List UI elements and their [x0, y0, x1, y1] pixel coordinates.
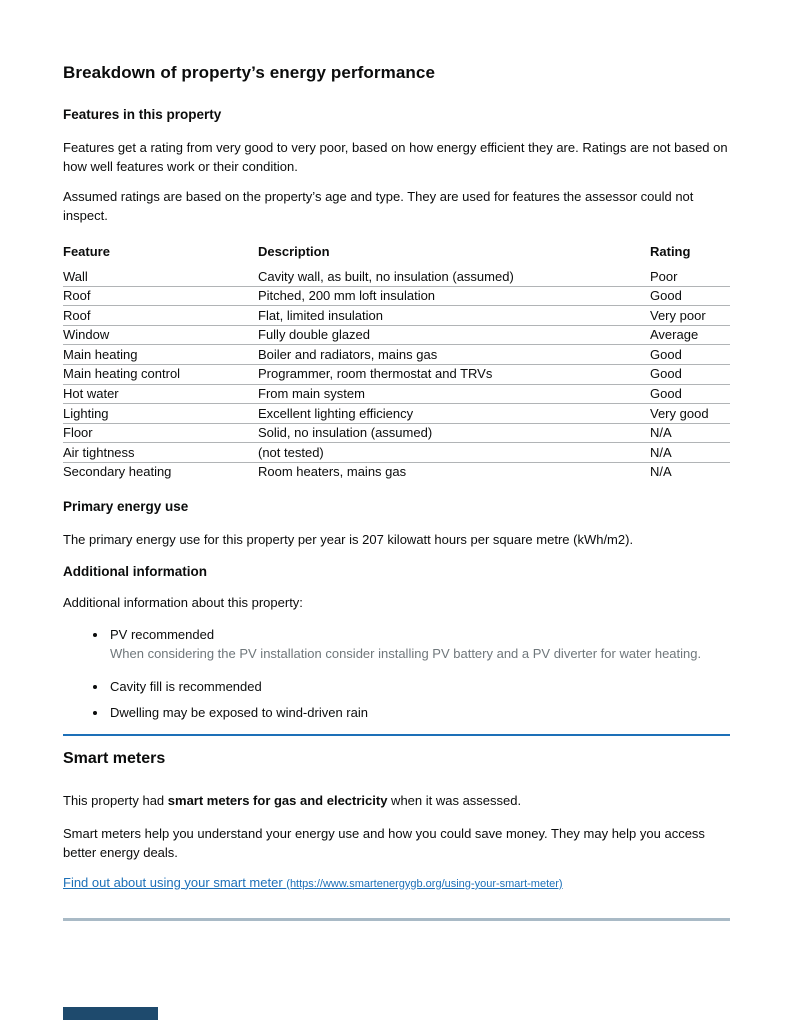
- rating-cell: Good: [650, 384, 730, 404]
- description-cell: Boiler and radiators, mains gas: [258, 345, 650, 365]
- section-divider-blue: [63, 734, 730, 736]
- description-cell: (not tested): [258, 443, 650, 463]
- features-table: [63, 243, 730, 482]
- description-cell: Cavity wall, as built, no insulation (assumed): [258, 267, 650, 286]
- table-row: [63, 462, 730, 481]
- description-cell: Programmer, room thermostat and TRVs: [258, 364, 650, 384]
- table-row: [63, 345, 730, 365]
- column-header-feature: Feature: [63, 244, 110, 259]
- smart-meters-bold-text: smart meters for gas and electricity: [167, 792, 388, 808]
- feature-cell: Hot water: [63, 384, 258, 404]
- rating-cell: N/A: [650, 464, 672, 480]
- bullet-text: Cavity fill is recommended: [110, 678, 262, 694]
- rating-cell: Very good: [650, 404, 730, 424]
- next-page-partial-bar: [63, 1007, 158, 1020]
- primary-energy-heading: Primary energy use: [63, 498, 189, 514]
- table-header-row: [63, 243, 730, 267]
- table-row: [63, 364, 730, 384]
- feature-cell: Roof: [63, 306, 258, 326]
- feature-cell: Window: [63, 325, 258, 345]
- feature-cell: Main heating control: [63, 364, 258, 384]
- description-cell: Room heaters, mains gas: [258, 464, 407, 480]
- rating-cell: Good: [650, 345, 730, 365]
- features-section-heading: Features in this property: [63, 107, 222, 122]
- feature-cell: Secondary heating: [63, 464, 172, 480]
- table-row: [63, 267, 730, 286]
- features-intro-paragraph-2: Assumed ratings are based on the property’s age and type. They are used for features the assessor could not inspect.: [63, 189, 694, 223]
- smart-meter-link-label: Find out about using your smart meter: [63, 874, 287, 890]
- primary-energy-paragraph: The primary energy use for this property per year is 207 kilowatt hours per square metre (kWh/m2).: [63, 531, 634, 547]
- table-row: [63, 286, 730, 306]
- table-row: [63, 306, 730, 326]
- smart-meters-text-prefix: This property had: [63, 792, 168, 808]
- description-cell: From main system: [258, 384, 650, 404]
- list-item: [108, 703, 730, 722]
- smart-meters-text-suffix: when it was assessed.: [387, 792, 522, 808]
- table-row: [63, 384, 730, 404]
- page-title: Breakdown of property’s energy performance: [63, 63, 435, 82]
- rating-cell: Average: [650, 325, 730, 345]
- additional-info-heading: Additional information: [63, 563, 207, 579]
- rating-cell: N/A: [650, 443, 730, 463]
- list-item: [108, 625, 730, 663]
- feature-cell: Floor: [63, 423, 258, 443]
- rating-cell: Good: [650, 286, 730, 306]
- rating-cell: Good: [650, 364, 730, 384]
- smart-meters-heading: Smart meters: [63, 749, 166, 767]
- bullet-text: Dwelling may be exposed to wind-driven rain: [110, 704, 368, 720]
- description-cell: Pitched, 200 mm loft insulation: [258, 286, 650, 306]
- bullet-subtext: When considering the PV installation consider installing PV battery and a PV diverter for water heating.: [110, 645, 702, 661]
- column-header-rating: Rating: [650, 244, 691, 259]
- additional-info-bullet-list: [63, 625, 730, 722]
- smart-meters-paragraph-1: [63, 791, 730, 810]
- rating-cell: N/A: [650, 423, 730, 443]
- rating-cell: Very poor: [650, 306, 730, 326]
- feature-cell: Roof: [63, 286, 258, 306]
- table-row: [63, 423, 730, 443]
- table-row: [63, 443, 730, 463]
- feature-cell: Air tightness: [63, 443, 258, 463]
- feature-cell: Lighting: [63, 404, 258, 424]
- description-cell: Fully double glazed: [258, 325, 650, 345]
- smart-meter-link[interactable]: [63, 875, 563, 890]
- rating-cell: Poor: [650, 267, 730, 286]
- table-row: [63, 404, 730, 424]
- column-header-description: Description: [258, 244, 330, 259]
- description-cell: Flat, limited insulation: [258, 306, 650, 326]
- page-bottom-divider: [63, 918, 730, 921]
- feature-cell: Wall: [63, 267, 258, 286]
- additional-info-intro: Additional information about this property:: [63, 594, 303, 610]
- list-item: [108, 677, 730, 696]
- table-row: [63, 325, 730, 345]
- description-cell: Excellent lighting efficiency: [258, 404, 650, 424]
- description-cell: Solid, no insulation (assumed): [258, 423, 650, 443]
- feature-cell: Main heating: [63, 345, 258, 365]
- bullet-text: PV recommended: [110, 626, 215, 642]
- smart-meters-paragraph-2: Smart meters help you understand your energy use and how you could save money. They may help you access better energy deals.: [63, 825, 705, 860]
- features-intro-paragraph-1: Features get a rating from very good to very poor, based on how energy efficient they are. Ratings are not based on how well features work or their condition.: [63, 140, 728, 174]
- smart-meter-link-url: (https://www.smartenergygb.org/using-your-smart-meter): [286, 877, 563, 890]
